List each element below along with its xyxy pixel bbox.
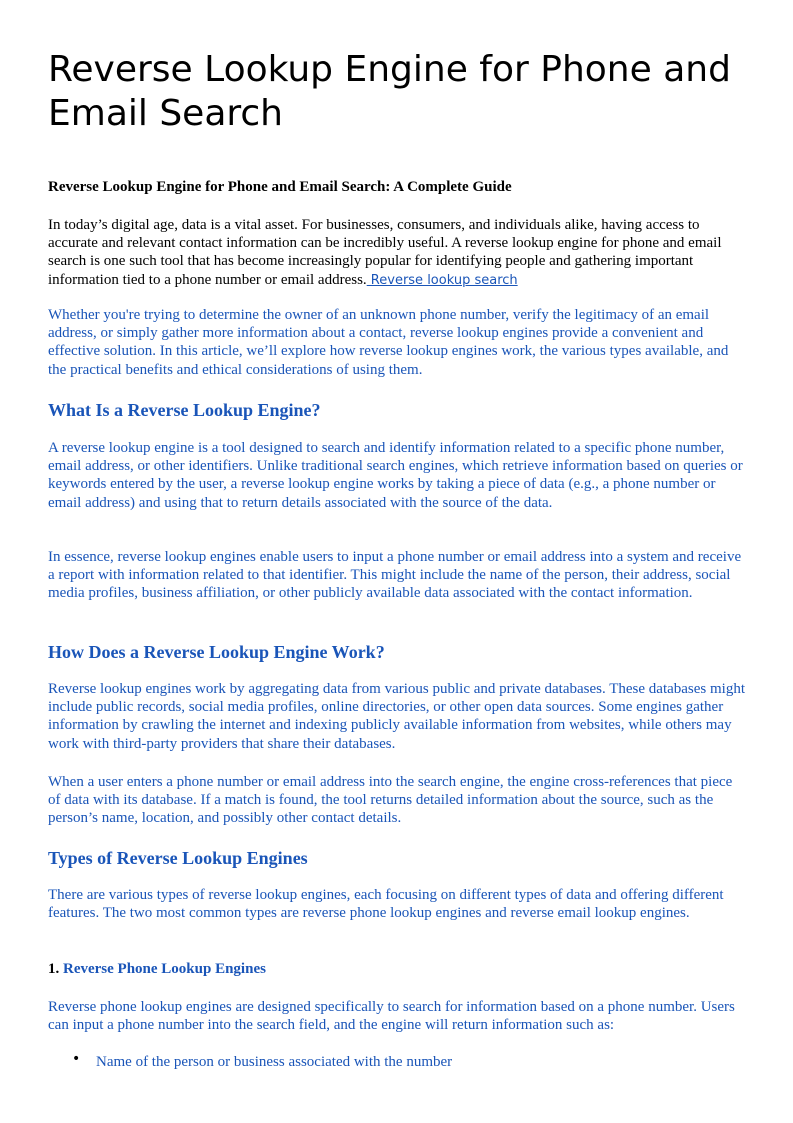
subsection-title: Reverse Phone Lookup Engines — [63, 961, 266, 977]
types-paragraph-1: There are various types of reverse lookup engines, each focusing on different types of data and offering different features. The two most common types are reverse phone lookup engines and reverse email lookup engines. — [48, 887, 724, 922]
list-item-text: Name of the person or business associated with the number — [96, 1054, 453, 1070]
subsection-number: 1. — [48, 961, 60, 977]
intro-paragraph — [48, 216, 748, 290]
section-heading-types: Types of Reverse Lookup Engines — [48, 848, 308, 868]
how-paragraph-1: Reverse lookup engines work by aggregating data from various public and private databases. These databases might include public records, social media profiles, online directories, or other open data sources. Some engines gather information by crawling the internet and indexing publicly available information from websites, while others may work with third-party providers that share their databases. — [48, 681, 746, 752]
phone-lookup-paragraph: Reverse phone lookup engines are designed specifically to search for information based on a phone number. Users can input a phone number into the search field, and the engine will return information such as: — [48, 999, 735, 1034]
what-paragraph-1: A reverse lookup engine is a tool designed to search and identify information related to a specific phone number, email address, or other identifiers. Unlike traditional search engines, which retrieve information based on queries or keywords entered by the user, a reverse lookup engine works by taking a piece of data (e.g., a phone number or email address) and using that to return details associated with the source of the data. — [48, 440, 743, 511]
section-heading-what: What Is a Reverse Lookup Engine? — [48, 400, 321, 420]
page-title: Reverse Lookup Engine for Phone and Email Search — [48, 49, 731, 134]
overview-paragraph: Whether you're trying to determine the owner of an unknown phone number, verify the legitimacy of an email address, or simply gather more information about a contact, reverse lookup engines provide a convenient and effective solution. In this article, we’ll explore how reverse lookup engines work, the various types available, and the practical benefits and ethical considerations of using them. — [48, 307, 729, 378]
bullet-icon: • — [72, 1051, 81, 1067]
subsection-heading-phone — [48, 960, 266, 978]
how-paragraph-2: When a user enters a phone number or email address into the search engine, the engine cross-references that piece of data with its database. If a match is found, the tool returns detailed information about the source, such as the person’s name, location, and possibly other contact details. — [48, 774, 733, 827]
article-subtitle: Reverse Lookup Engine for Phone and Email Search: A Complete Guide — [48, 179, 512, 195]
phone-lookup-results-list — [48, 1053, 748, 1071]
reverse-lookup-search-link[interactable]: Reverse lookup search — [366, 272, 518, 288]
intro-text: In today’s digital age, data is a vital asset. For businesses, consumers, and individuals alike, having access to accurate and relevant contact information can be incredibly useful. A reverse lookup engine for phone and email search is one such tool that has become increasingly popular for identifying people and gathering important information tied to a phone number or email address. — [48, 217, 722, 288]
list-item — [48, 1053, 748, 1071]
what-paragraph-2: In essence, reverse lookup engines enable users to input a phone number or email address into a system and receive a report with information related to that identifier. This might include the name of the person, their address, social media profiles, business affiliation, or other publicly available data associated with the contact information. — [48, 549, 742, 602]
section-heading-how: How Does a Reverse Lookup Engine Work? — [48, 642, 385, 662]
